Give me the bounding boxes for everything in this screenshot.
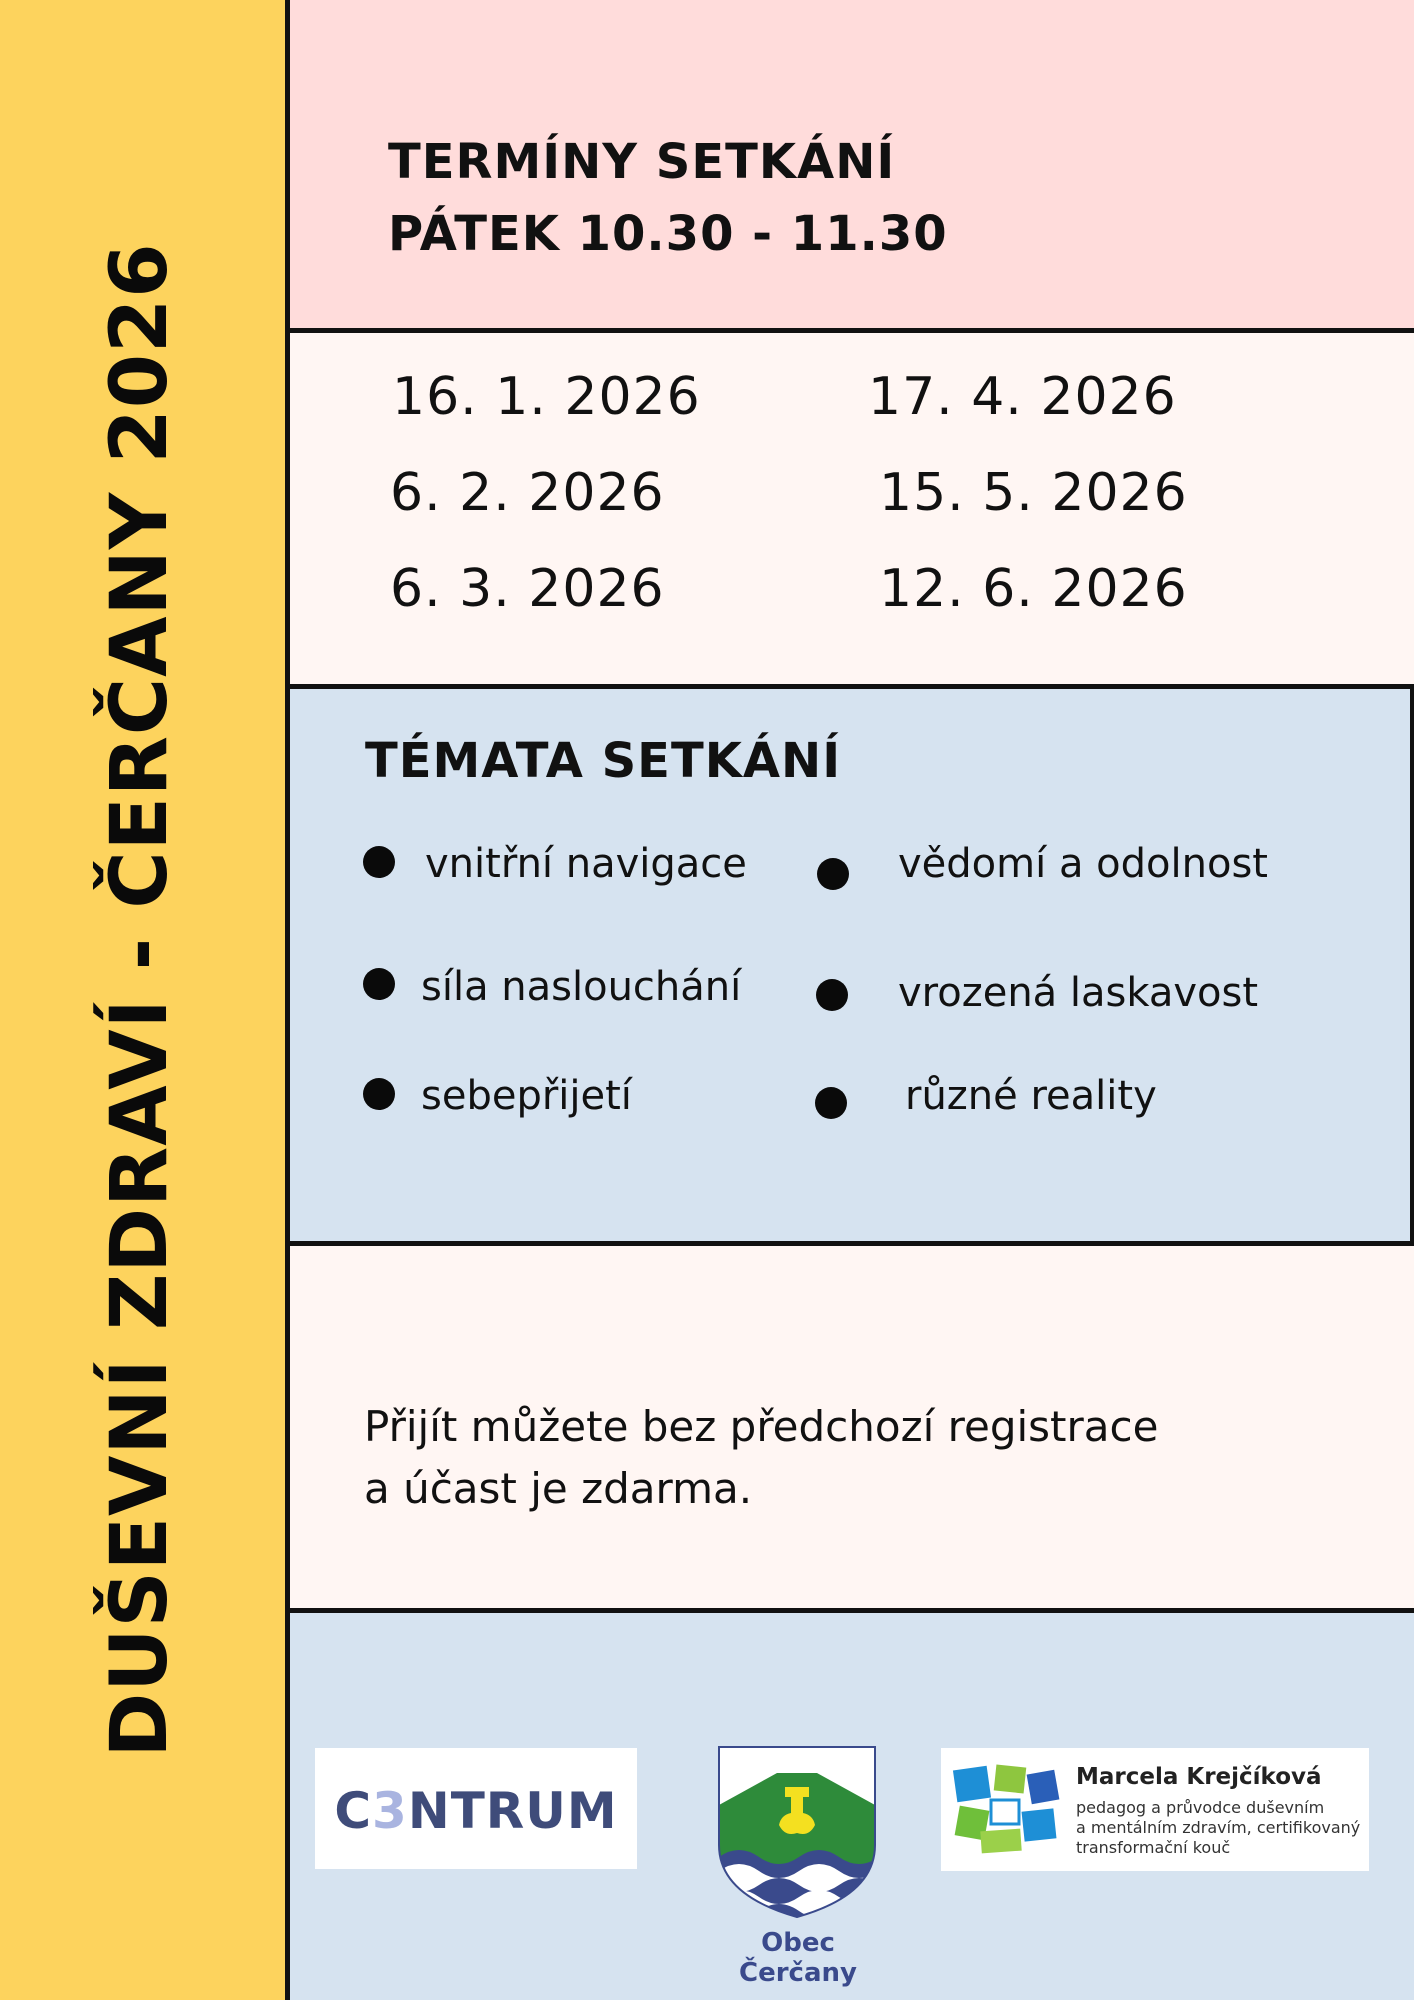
bullet-icon	[816, 979, 848, 1011]
free-entry-note	[364, 1396, 1158, 1520]
topic-item: síla naslouchání	[421, 964, 742, 1010]
topic-item: různé reality	[905, 1073, 1157, 1119]
puzzle-logo-icon	[951, 1762, 1061, 1858]
topic-item: vnitřní navigace	[425, 841, 747, 887]
logo-text: C	[334, 1782, 373, 1840]
dates-section	[290, 333, 1414, 689]
topics-section	[290, 689, 1414, 1246]
note-section	[290, 1246, 1414, 1613]
date-item: 17. 4. 2026	[868, 367, 1177, 427]
date-item: 12. 6. 2026	[879, 559, 1188, 619]
description-line: a mentálním zdravím, certifikovaný	[1076, 1818, 1361, 1837]
date-item: 15. 5. 2026	[879, 463, 1188, 523]
topics-heading: TÉMATA SETKÁNÍ	[365, 733, 842, 789]
bullet-icon	[363, 846, 395, 878]
topic-item: sebepřijetí	[421, 1073, 632, 1119]
date-item: 6. 2. 2026	[390, 463, 665, 523]
schedule-header-section	[290, 0, 1414, 333]
description-line: pedagog a průvodce duševním	[1076, 1798, 1325, 1817]
bullet-icon	[817, 858, 849, 890]
cercany-crest-icon	[717, 1745, 877, 1920]
topic-item: vrozená laskavost	[898, 970, 1258, 1016]
bullet-icon	[815, 1087, 847, 1119]
krejcikova-description	[1076, 1798, 1376, 1858]
vertical-title: DUŠEVNÍ ZDRAVÍ - ČERČANY 2026	[95, 242, 185, 1758]
bullet-icon	[363, 968, 395, 1000]
date-item: 16. 1. 2026	[392, 367, 701, 427]
description-line: transformační kouč	[1076, 1838, 1231, 1857]
krejcikova-name: Marcela Krejčíková	[1076, 1764, 1322, 1790]
centrum-logo	[315, 1748, 637, 1869]
note-line: a účast je zdarma.	[364, 1464, 753, 1513]
krejcikova-logo	[941, 1748, 1369, 1871]
logo-text: NTRUM	[407, 1782, 618, 1840]
schedule-heading: TERMÍNY SETKÁNÍ	[388, 134, 896, 190]
bullet-icon	[363, 1078, 395, 1110]
topic-item: vědomí a odolnost	[898, 841, 1268, 887]
schedule-time: PÁTEK 10.30 - 11.30	[388, 206, 948, 262]
date-item: 6. 3. 2026	[390, 559, 665, 619]
sidebar	[0, 0, 290, 2000]
crest-caption: Obec Čerčany	[739, 1928, 857, 1988]
logo-text: 3	[372, 1782, 408, 1840]
note-line: Přijít můžete bez předchozí registrace	[364, 1402, 1159, 1451]
